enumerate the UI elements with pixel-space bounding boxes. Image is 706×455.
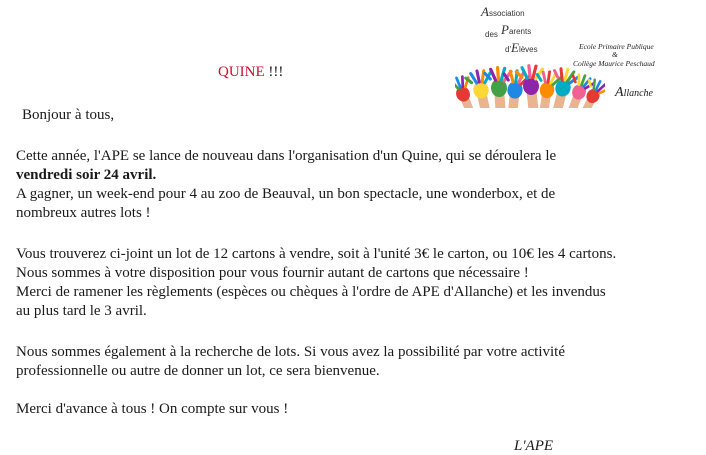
paragraph-cartons (16, 245, 616, 321)
logo-line-eleves: d'Elèves (505, 40, 538, 56)
logo-town: Allanche (615, 85, 653, 101)
association-logo (455, 4, 695, 108)
para2-line2: Nous sommes à votre disposition pour vous fournir autant de cartons que nécessaire ! (16, 264, 616, 283)
signature: L'APE (514, 438, 553, 455)
paragraph-quine-intro (16, 147, 556, 223)
paragraph-lots (16, 343, 565, 381)
school-name-college: Collège Maurice Peschaud (573, 59, 655, 68)
logo-line-association: Association (481, 4, 525, 20)
school-name-ampersand: & (612, 50, 618, 59)
school-name-primary: Ecole Primaire Publique (579, 42, 654, 51)
logo-line-parents: Parents (501, 22, 531, 38)
para1-line1: Cette année, l'APE se lance de nouveau dans l'organisation d'un Quine, qui se déroulera le (16, 147, 556, 166)
para2-line4: au plus tard le 3 avril. (16, 302, 616, 321)
para1-date: vendredi soir 24 avril. (16, 166, 556, 185)
page-title (218, 64, 283, 81)
greeting: Bonjour à tous, (22, 106, 114, 125)
para1-line3: A gagner, un week-end pour 4 au zoo de Beauval, un bon spectacle, une wonderbox, et de (16, 185, 556, 204)
para2-line3: Merci de ramener les règlements (espèces ou chèques à l'ordre de APE d'Allanche) et les invendus (16, 283, 616, 302)
closing-line: Merci d'avance à tous ! On compte sur vous ! (16, 400, 288, 419)
title-exclamation: !!! (265, 64, 284, 80)
title-text: QUINE (218, 64, 265, 80)
para1-line4: nombreux autres lots ! (16, 204, 556, 223)
para2-line1: Vous trouverez ci-joint un lot de 12 cartons à vendre, soit à l'unité 3€ le carton, ou 10€ les 4 cartons. (16, 245, 616, 264)
para3-line1: Nous sommes également à la recherche de lots. Si vous avez la possibilité par votre activité (16, 343, 565, 362)
para3-line2: professionnelle ou autre de donner un lot, ce sera bienvenue. (16, 362, 565, 381)
logo-line-des: des (485, 30, 498, 39)
